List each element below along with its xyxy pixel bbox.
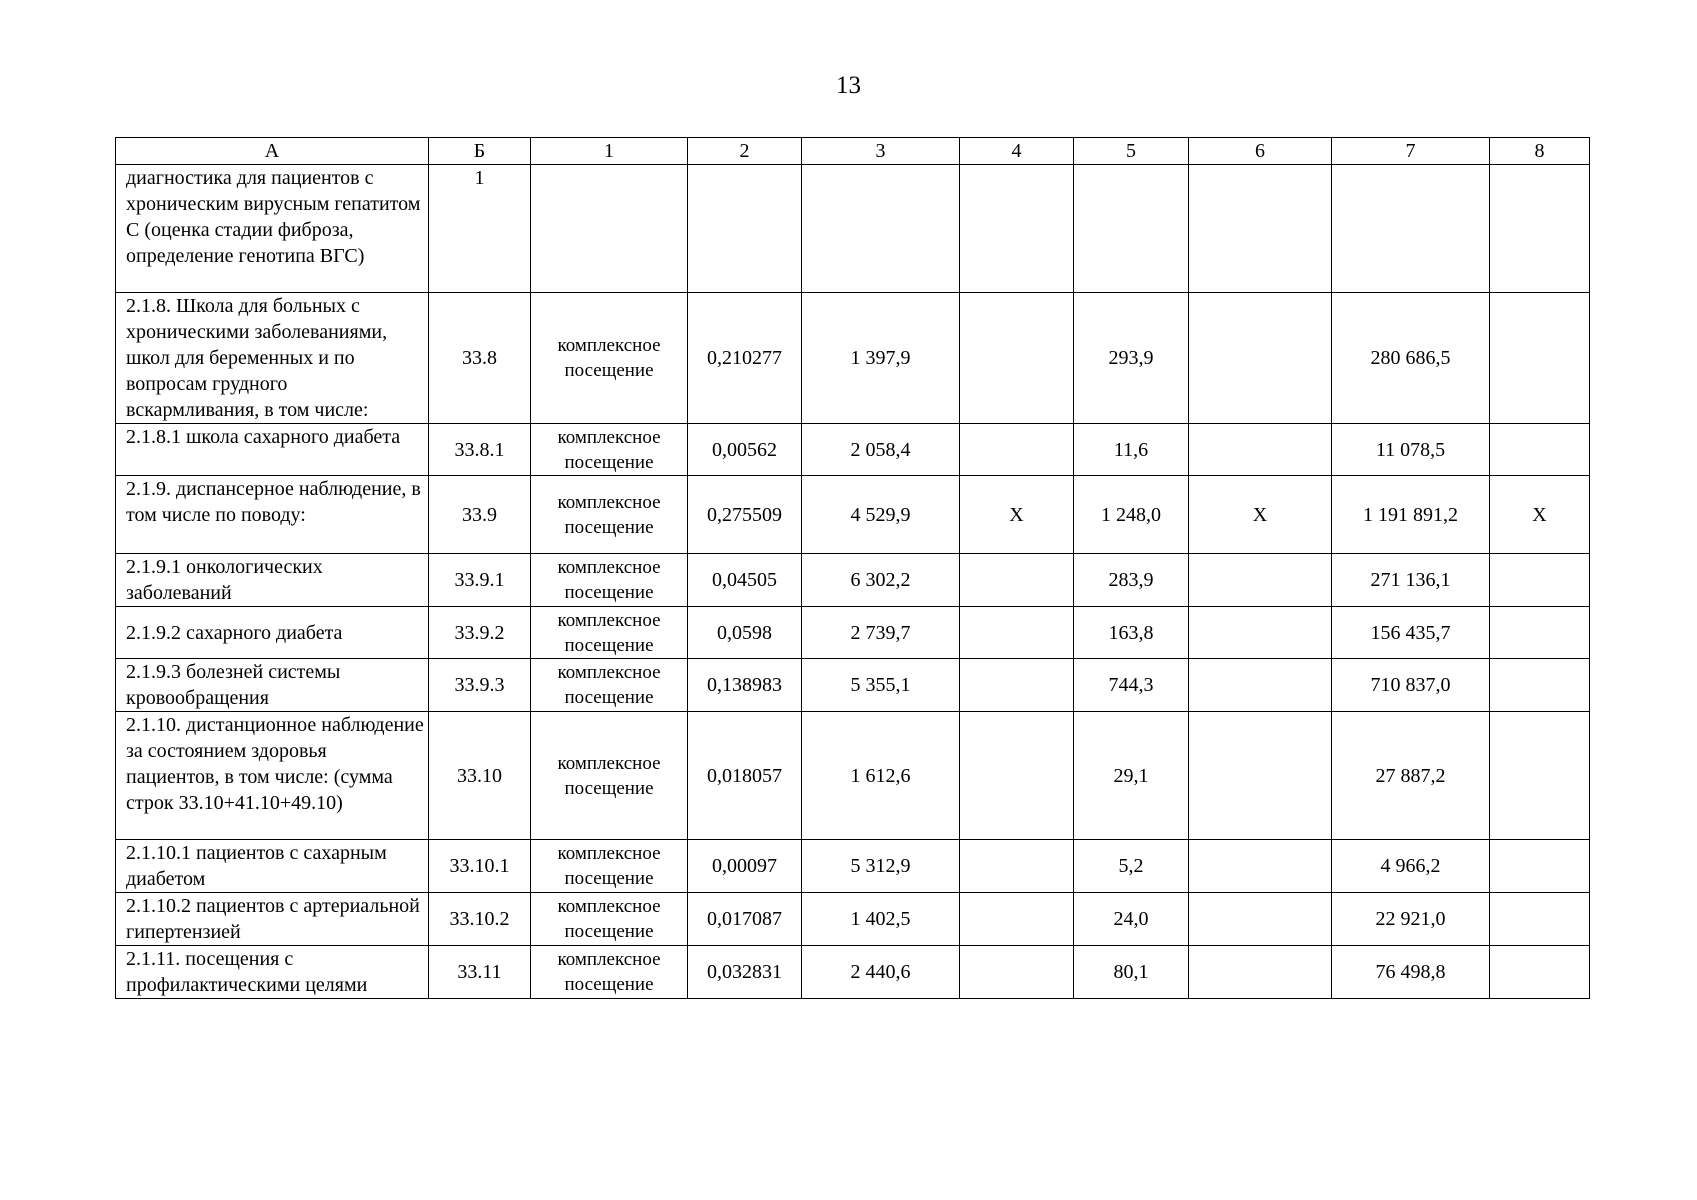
- row-col-6: [1189, 424, 1332, 476]
- row-col-4: [960, 293, 1074, 424]
- row-col-8: [1490, 946, 1590, 999]
- row-col-5: 1 248,0: [1074, 476, 1189, 554]
- row-col-7: 710 837,0: [1332, 659, 1490, 712]
- row-col-3: 1 402,5: [802, 893, 960, 946]
- header-cell: А: [116, 138, 429, 165]
- row-col-5: 293,9: [1074, 293, 1189, 424]
- row-col-4: [960, 946, 1074, 999]
- row-col-3: 5 355,1: [802, 659, 960, 712]
- row-col-4: [960, 840, 1074, 893]
- row-unit: комплексное посещение: [531, 712, 688, 840]
- row-col-2: 0,275509: [688, 476, 802, 554]
- table-row: [116, 165, 1590, 293]
- header-cell: Б: [429, 138, 531, 165]
- row-col-2: 0,032831: [688, 946, 802, 999]
- row-col-6: [1189, 607, 1332, 659]
- row-unit: комплексное посещение: [531, 893, 688, 946]
- row-col-8: X: [1490, 476, 1590, 554]
- row-col-2: 0,0598: [688, 607, 802, 659]
- row-col-6: [1189, 165, 1332, 293]
- row-col-2: 0,138983: [688, 659, 802, 712]
- row-unit: комплексное посещение: [531, 424, 688, 476]
- row-col-8: [1490, 893, 1590, 946]
- row-col-3: [802, 165, 960, 293]
- row-name: диагностика для пациентов с хроническим вирусным гепатитом С (оценка стадии фиброза, определение генотипа ВГС): [116, 165, 429, 293]
- row-code: 33.9.1: [429, 554, 531, 607]
- row-col-7: 27 887,2: [1332, 712, 1490, 840]
- row-col-3: 2 739,7: [802, 607, 960, 659]
- header-cell: 2: [688, 138, 802, 165]
- row-col-7: 280 686,5: [1332, 293, 1490, 424]
- table-row: [116, 424, 1590, 476]
- row-col-8: [1490, 293, 1590, 424]
- row-unit: комплексное посещение: [531, 554, 688, 607]
- row-col-5: 80,1: [1074, 946, 1189, 999]
- table-row: [116, 712, 1590, 840]
- row-code: 33.10: [429, 712, 531, 840]
- row-unit: комплексное посещение: [531, 840, 688, 893]
- row-code: 33.10.2: [429, 893, 531, 946]
- row-col-6: [1189, 893, 1332, 946]
- table-row: [116, 554, 1590, 607]
- row-name: 2.1.8.1 школа сахарного диабета: [116, 424, 429, 476]
- row-col-2: 0,210277: [688, 293, 802, 424]
- row-col-4: [960, 424, 1074, 476]
- row-col-8: [1490, 607, 1590, 659]
- row-col-2: 0,017087: [688, 893, 802, 946]
- header-cell: 4: [960, 138, 1074, 165]
- row-col-2: 0,018057: [688, 712, 802, 840]
- row-col-5: 744,3: [1074, 659, 1189, 712]
- row-col-5: 5,2: [1074, 840, 1189, 893]
- row-name: 2.1.8. Школа для больных с хроническими заболеваниями, школ для беременных и по вопросам грудного вскармливания, в том числе:: [116, 293, 429, 424]
- table-row: [116, 607, 1590, 659]
- row-col-6: [1189, 840, 1332, 893]
- row-col-5: 283,9: [1074, 554, 1189, 607]
- row-name: 2.1.11. посещения с профилактическими целями: [116, 946, 429, 999]
- row-col-7: 1 191 891,2: [1332, 476, 1490, 554]
- row-name: 2.1.9.3 болезней системы кровообращения: [116, 659, 429, 712]
- row-col-4: [960, 607, 1074, 659]
- row-col-3: 4 529,9: [802, 476, 960, 554]
- row-name: 2.1.10.1 пациентов с сахарным диабетом: [116, 840, 429, 893]
- row-col-8: [1490, 712, 1590, 840]
- row-col-7: [1332, 165, 1490, 293]
- data-table: [115, 137, 1590, 999]
- row-col-3: 6 302,2: [802, 554, 960, 607]
- row-col-8: [1490, 424, 1590, 476]
- row-col-7: 22 921,0: [1332, 893, 1490, 946]
- row-name: 2.1.10. дистанционное наблюдение за состоянием здоровья пациентов, в том числе: (сумма строк 33.10+41.10+49.10): [116, 712, 429, 840]
- row-unit: комплексное посещение: [531, 476, 688, 554]
- row-name: 2.1.9.1 онкологических заболеваний: [116, 554, 429, 607]
- row-col-7: 76 498,8: [1332, 946, 1490, 999]
- row-unit: комплексное посещение: [531, 293, 688, 424]
- table-row: [116, 293, 1590, 424]
- row-code: 33.11: [429, 946, 531, 999]
- row-col-8: [1490, 165, 1590, 293]
- page-number: 13: [836, 72, 861, 99]
- table-row: [116, 476, 1590, 554]
- row-col-2: 0,00562: [688, 424, 802, 476]
- row-col-7: 156 435,7: [1332, 607, 1490, 659]
- row-unit: комплексное посещение: [531, 659, 688, 712]
- row-col-3: 2 440,6: [802, 946, 960, 999]
- header-cell: 8: [1490, 138, 1590, 165]
- row-col-5: 29,1: [1074, 712, 1189, 840]
- row-col-5: 163,8: [1074, 607, 1189, 659]
- row-code: 33.8.1: [429, 424, 531, 476]
- row-col-6: [1189, 946, 1332, 999]
- row-code: 33.8: [429, 293, 531, 424]
- header-row: [116, 138, 1590, 165]
- row-col-4: X: [960, 476, 1074, 554]
- row-col-7: 4 966,2: [1332, 840, 1490, 893]
- row-col-3: 5 312,9: [802, 840, 960, 893]
- row-col-4: [960, 712, 1074, 840]
- row-col-2: [688, 165, 802, 293]
- row-code: 33.10.1: [429, 840, 531, 893]
- row-col-4: [960, 893, 1074, 946]
- row-col-2: 0,00097: [688, 840, 802, 893]
- table-row: [116, 946, 1590, 999]
- header-cell: 3: [802, 138, 960, 165]
- row-col-5: [1074, 165, 1189, 293]
- row-name: 2.1.9.2 сахарного диабета: [116, 607, 429, 659]
- table-row: [116, 659, 1590, 712]
- row-col-8: [1490, 659, 1590, 712]
- row-code: 33.9.3: [429, 659, 531, 712]
- row-col-8: [1490, 554, 1590, 607]
- table-row: [116, 893, 1590, 946]
- row-unit: [531, 165, 688, 293]
- row-col-5: 11,6: [1074, 424, 1189, 476]
- row-code: 33.9: [429, 476, 531, 554]
- row-col-8: [1490, 840, 1590, 893]
- row-col-4: [960, 659, 1074, 712]
- row-col-6: [1189, 659, 1332, 712]
- header-cell: 7: [1332, 138, 1490, 165]
- row-code: 33.9.2: [429, 607, 531, 659]
- header-cell: 1: [531, 138, 688, 165]
- header-cell: 5: [1074, 138, 1189, 165]
- row-code: 1: [429, 165, 531, 293]
- row-col-6: [1189, 554, 1332, 607]
- row-unit: комплексное посещение: [531, 946, 688, 999]
- row-col-6: [1189, 712, 1332, 840]
- header-cell: 6: [1189, 138, 1332, 165]
- row-col-3: 1 612,6: [802, 712, 960, 840]
- row-col-4: [960, 165, 1074, 293]
- row-col-2: 0,04505: [688, 554, 802, 607]
- row-col-6: [1189, 293, 1332, 424]
- row-col-6: X: [1189, 476, 1332, 554]
- row-name: 2.1.9. диспансерное наблюдение, в том числе по поводу:: [116, 476, 429, 554]
- row-col-3: 1 397,9: [802, 293, 960, 424]
- row-unit: комплексное посещение: [531, 607, 688, 659]
- row-col-4: [960, 554, 1074, 607]
- row-col-7: 271 136,1: [1332, 554, 1490, 607]
- row-col-5: 24,0: [1074, 893, 1189, 946]
- row-name: 2.1.10.2 пациентов с артериальной гипертензией: [116, 893, 429, 946]
- row-col-3: 2 058,4: [802, 424, 960, 476]
- row-col-7: 11 078,5: [1332, 424, 1490, 476]
- table-row: [116, 840, 1590, 893]
